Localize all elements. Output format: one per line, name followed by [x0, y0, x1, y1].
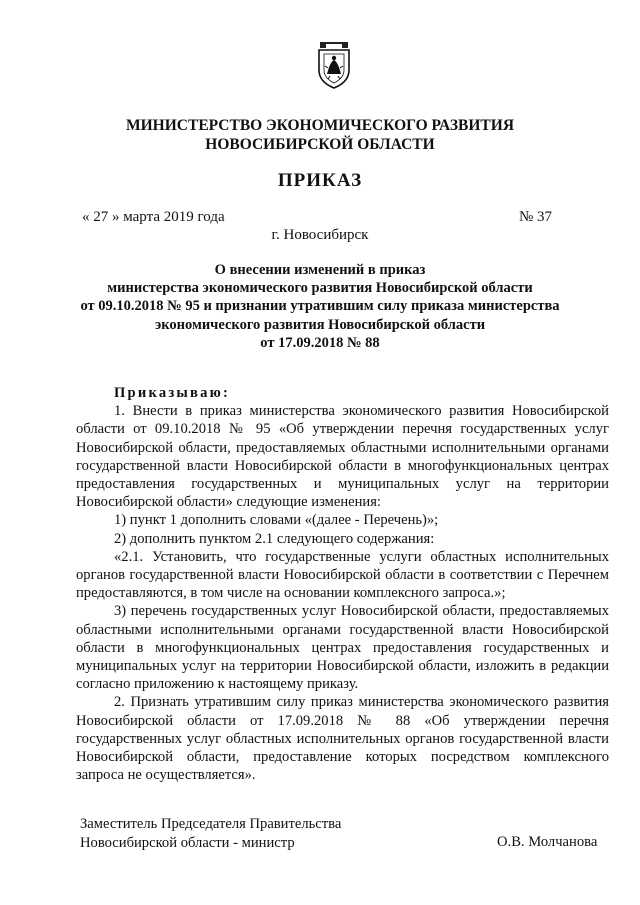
signatory-position	[80, 815, 341, 853]
coat-of-arms-icon	[316, 40, 352, 90]
document-title-line5: от 17.09.2018 № 88	[260, 334, 380, 351]
order-number: № 37	[519, 209, 553, 225]
paragraph-2: 2. Признать утратившим силу приказ министерства экономического развития Новосибирской области от 17.09.2018 № 88 «Об утверждении перечня государственных услуг областных исполнительных органов государственной власти Новосибирской области, предоставление которых посредством комплексного запроса не осуществляется».	[76, 694, 609, 784]
order-city: г. Новосибирск	[271, 227, 369, 243]
paragraph-1-item-1: 1) пункт 1 дополнить словами «(далее - Перечень)»;	[114, 512, 439, 529]
document-title-line2: министерства экономического развития Новосибирской области	[107, 280, 533, 297]
document-title-line1: О внесении изменений в приказ	[214, 262, 426, 278]
signatory-name: О.В. Молчанова	[497, 834, 598, 850]
paragraph-1-item-2: 2) дополнить пунктом 2.1 следующего содержания:	[114, 530, 435, 547]
order-heading: Приказываю:	[114, 385, 231, 401]
signatory-position-line2: Новосибирской области - министр	[80, 835, 295, 851]
paragraph-1-item-2-quote: «2.1. Установить, что государственные услуги областных исполнительных органов государственной власти Новосибирской области в соответствии с Перечнем предоставляются, в том числе на основании комплексного запроса.»;	[76, 548, 609, 602]
paragraph-1-item-3: 3) перечень государственных услуг Новосибирской области, предоставляемых областными исполнительными органами государственной власти Новосибирской области в многофункциональных центрах предоставления государственных и муниципальных услуг на территории Новосибирской области, изложить в редакции согласно приложению к настоящему приказу.	[76, 603, 609, 693]
order-title: ПРИКАЗ	[277, 170, 363, 191]
document-title-line3: от 09.10.2018 № 95 и признании утратившим силу приказа министерства	[80, 298, 560, 315]
document-title	[80, 261, 560, 352]
document-title-line4: экономического развития Новосибирской области	[154, 316, 486, 333]
order-date: « 27 » марта 2019 года	[82, 209, 225, 225]
paragraph-1: 1. Внести в приказ министерства экономического развития Новосибирской области от 09.10.2018 № 95 «Об утверждении перечня государственных услуг Новосибирской области, предоставляемых областными исполнительными органами государственной власти Новосибирской области в многофункциональных центрах предоставления государственных и муниципальных услуг на территории Новосибирской области» следующие изменения:	[76, 403, 609, 511]
order-body	[76, 384, 609, 784]
ministry-name-line1: МИНИСТЕРСТВО ЭКОНОМИЧЕСКОГО РАЗВИТИЯ	[125, 117, 515, 134]
signatory-position-line1: Заместитель Председателя Правительства	[80, 816, 342, 832]
ministry-name-line2: НОВОСИБИРСКОЙ ОБЛАСТИ	[205, 136, 435, 153]
ministry-name	[0, 116, 640, 154]
